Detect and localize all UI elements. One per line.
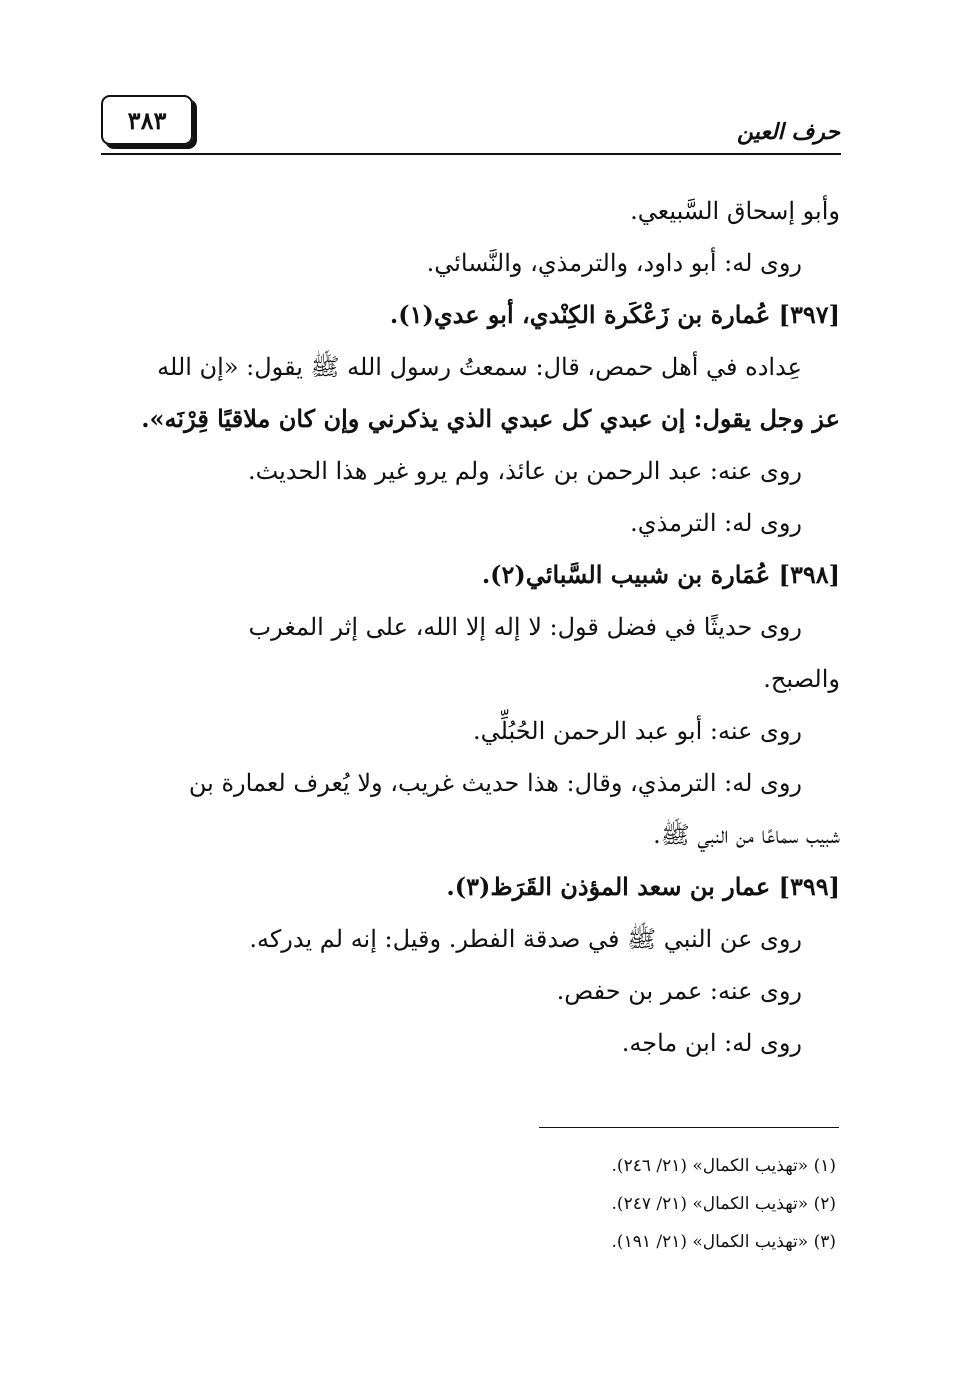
entry-heading-397: [٣٩٧] عُمارة بن زَعْكَرة الكِنْدي، أبو عدي(١). bbox=[389, 300, 840, 329]
text-line: روى عنه: عبد الرحمن بن عائذ، ولم يرو غير هذا الحديث. bbox=[247, 457, 802, 485]
footnote: (٣) «تهذيب الكمال» (٢١/ ١٩١). bbox=[611, 1232, 836, 1252]
text-line: والصبح. bbox=[763, 665, 840, 693]
text-line: وأبو إسحاق السَّبيعي. bbox=[630, 197, 840, 225]
text-line: عز وجل يقول: إن عبدي كل عبدي الذي يذكرني وإن كان ملاقيًا قِرْنَه». bbox=[141, 404, 840, 433]
footnote: (٢) «تهذيب الكمال» (٢١/ ٢٤٧). bbox=[611, 1194, 836, 1214]
footnote-divider bbox=[539, 1127, 839, 1128]
text-line: روى له: أبو داود، والترمذي، والنَّسائي. bbox=[426, 249, 802, 277]
text-line: روى عنه: عمر بن حفص. bbox=[556, 977, 802, 1005]
header-divider bbox=[101, 153, 841, 155]
running-header: حرف العين bbox=[736, 119, 840, 145]
entry-heading-399: [٣٩٩] عمار بن سعد المؤذن القَرَظ(٣). bbox=[446, 872, 840, 901]
text-line: روى حديثًا في فضل قول: لا إله إلا الله، على إثر المغرب bbox=[248, 613, 802, 641]
text-line: عِداده في أهل حمص، قال: سمعتُ رسول الله ﷺ يقول: «إن الله bbox=[157, 353, 802, 381]
text-line: روى له: الترمذي، وقال: هذا حديث غريب، ولا يُعرف لعمارة بن bbox=[188, 769, 802, 797]
text-line: روى له: الترمذي. bbox=[630, 509, 802, 537]
footnote: (١) «تهذيب الكمال» (٢١/ ٢٤٦). bbox=[611, 1156, 836, 1176]
page-number: ٣٨٣ bbox=[101, 95, 193, 145]
text-line: شبيب سماعًا من النبي ﷺ. bbox=[653, 821, 840, 849]
text-line: روى له: ابن ماجه. bbox=[621, 1029, 802, 1057]
text-line: روى عنه: أبو عبد الرحمن الحُبُلِّي. bbox=[472, 717, 802, 745]
text-line: روى عن النبي ﷺ في صدقة الفطر. وقيل: إنه لم يدركه. bbox=[249, 925, 802, 953]
entry-heading-398: [٣٩٨] عُمَارة بن شبيب السَّبائي(٢). bbox=[481, 560, 840, 589]
